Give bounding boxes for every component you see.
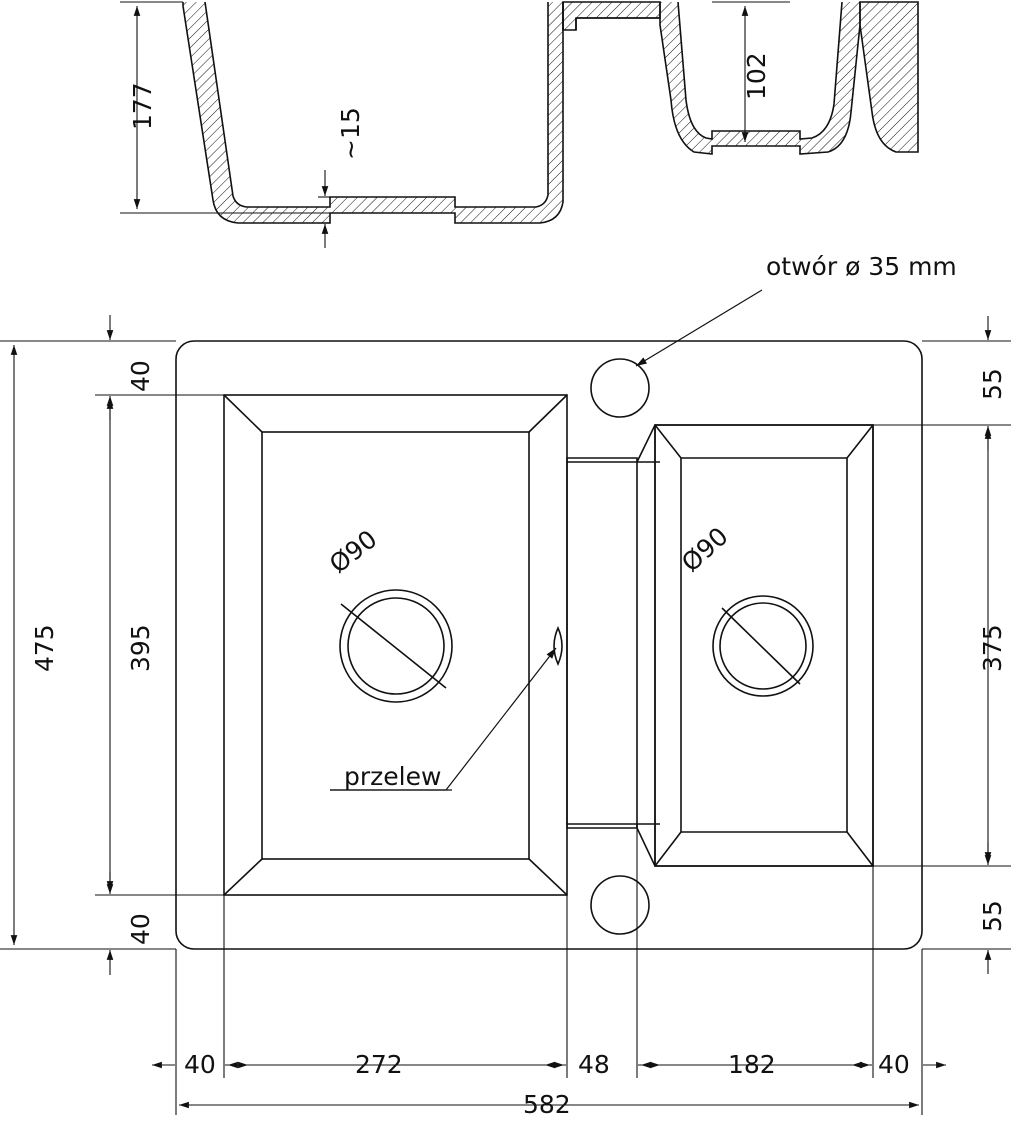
dim-h-right-margin: 40 bbox=[878, 1050, 910, 1079]
top-view-geometry bbox=[176, 341, 922, 949]
annotation-overflow: przelew bbox=[344, 762, 442, 791]
dim-left-inner-height: 395 bbox=[126, 624, 155, 672]
dim-right-top-margin: 55 bbox=[978, 368, 1007, 400]
dim-h-left-margin: 40 bbox=[184, 1050, 216, 1079]
dim-right-bottom-margin: 55 bbox=[978, 900, 1007, 932]
dim-h-bowl-main: 272 bbox=[355, 1050, 403, 1079]
dim-left-outer-height: 475 bbox=[30, 624, 59, 672]
annotation-hole: otwór ø 35 mm bbox=[766, 252, 957, 281]
dim-depth-small: 102 bbox=[742, 52, 771, 100]
section-view-geometry bbox=[183, 2, 918, 223]
dim-depth-main: 177 bbox=[128, 82, 157, 130]
dim-total-width: 582 bbox=[523, 1090, 571, 1119]
dim-drain-thickness: ~15 bbox=[336, 107, 365, 160]
dim-h-bridge: 48 bbox=[578, 1050, 610, 1079]
dim-h-bowl-small: 182 bbox=[728, 1050, 776, 1079]
dim-right-inner-height: 375 bbox=[978, 624, 1007, 672]
dim-bottom-margin: 40 bbox=[126, 913, 155, 945]
top-view-dimensions bbox=[0, 315, 1011, 1115]
label-drain-right: Ø90 bbox=[676, 521, 734, 578]
dim-top-margin: 40 bbox=[126, 360, 155, 392]
label-drain-left: Ø90 bbox=[324, 524, 383, 579]
